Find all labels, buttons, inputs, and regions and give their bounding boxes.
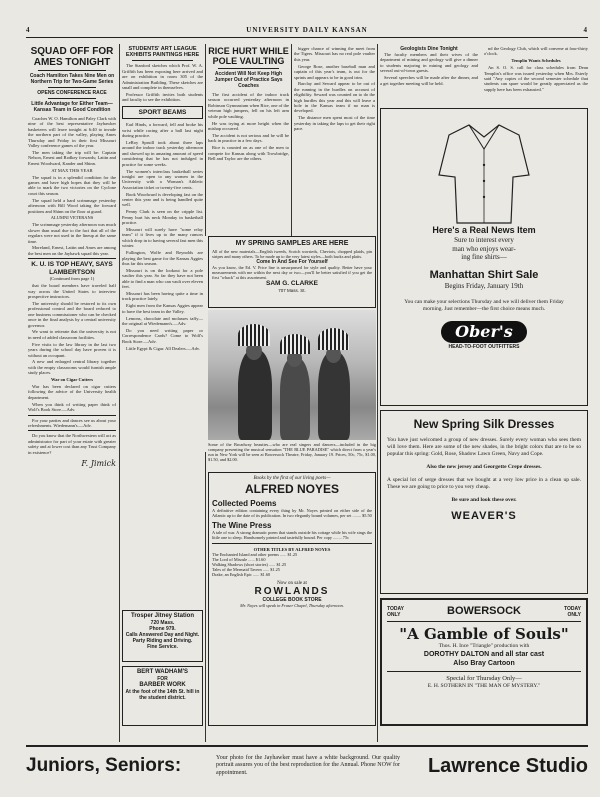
performer-figure bbox=[280, 358, 310, 440]
performers-photo bbox=[208, 310, 376, 440]
article-paragraph: The scrimmage yesterday afternoon was much slower than usual due to the fact that all of the regulars were not used in the lineup at the same time. bbox=[28, 222, 116, 244]
article-paragraph: The first accident of the indoor track season occurred yesterday afternoon in Robinson Gymnasium when Rice, one of the veteran high jumpers, fell on his left arm while pole vaulting. bbox=[208, 92, 289, 119]
today-only-right: TODAY ONLY bbox=[564, 605, 581, 618]
masthead bbox=[26, 22, 588, 38]
article-paragraph: The accident is not serious and he will be back in practice in a few days. bbox=[208, 132, 289, 144]
article-paragraph: The squad is in a splendid condition for the games and have high hopes that they will be able to mark the two victories on the Cyclone court this season. bbox=[28, 174, 116, 196]
article-paragraph: that the board members have traveled half way across the United States to interview prospective instructors. bbox=[28, 283, 116, 299]
ad-body: All of the new materials—English tweeds, Scotch worsteds, Cheviots, chopped plaids, pin stripes and many others. To be made up to the very latest styles—both backs and plaits. bbox=[212, 249, 372, 259]
article-paragraph: Fullington, Wolfe and Reynolds are playing the best game for the Kansas Aggies thus far this season. bbox=[122, 250, 203, 266]
performer-figure bbox=[318, 352, 350, 440]
store-subtitle: COLLEGE BOOK STORE bbox=[262, 597, 322, 603]
special-line: Special for Thursday Only— bbox=[446, 675, 522, 682]
article-paragraph: Barclay and Seward appear to be out of the running in the hurdles on account of eligibility. Seward was counted on to do the high hurdles this year and this will leave a hole in the Kansas team if no man is developed. bbox=[294, 81, 375, 114]
ad-body: Also the new jersey and Georgette Crepe dresses. bbox=[426, 464, 542, 470]
ad-line: FOR bbox=[157, 676, 168, 682]
article-paragraph: The Stanford sketches which Prof. W. A. Griffith has been exposing here arrived and are on exhibition in room 305 of the Administration Building. These sketches are small and complete in themselves. bbox=[122, 63, 203, 91]
ad-address: 707 Mass. St. bbox=[278, 287, 306, 293]
article-paragraph: Missouri is on the lookout for a pole vaulter this year. So far they have not been able to find a man who can vault over eleven feet. bbox=[122, 267, 203, 290]
title-row: The Lord of Misrule ...... $1.60 bbox=[212, 557, 266, 562]
article-subhead: ALUMNI VETERANS bbox=[50, 215, 94, 221]
continued-note: (Continued from page 1) bbox=[49, 276, 95, 282]
article-deck: Little Advantage for Either Team—Kansas Team in Good Condition bbox=[31, 101, 113, 113]
article-paragraph: nd the Geology Club, which will convene at four-thirty o'clock. bbox=[484, 46, 588, 57]
article-headline: Geologists Dine Tonight bbox=[400, 46, 458, 52]
ad-line: Party Riding and Driving. bbox=[132, 638, 193, 644]
ad-body: Be sure and look these over. bbox=[451, 497, 517, 503]
column-rule bbox=[205, 44, 206, 236]
book-title: Collected Poems bbox=[212, 499, 277, 508]
film-title: "A Gamble of Souls" bbox=[399, 625, 569, 643]
book-description: A definitive edition containing every thing by Mr. Noyes printed on either side of the Atlantic up to the date of its publication. In two elegantly bound volumes, per set ........ $5.50 bbox=[212, 508, 372, 518]
book-description: A tale of war. A strong dramatic poem that stands outside his cottage while his wife sings the little one to sleep. Handsomely printed and tastefully bound. Per copy ........ 75c bbox=[212, 530, 372, 540]
article-paragraph: We want to reiterate that the university is not in need of added classroom facilities. bbox=[28, 329, 116, 340]
handwritten-signature: F. Jimick bbox=[81, 459, 116, 469]
advertisement-line: When you think of writing paper think of Wolf's Book Store.—Adv. bbox=[28, 401, 116, 413]
article-headline: STUDENTS' ART LEAGUE EXHIBITS PAINTINGS HERE bbox=[125, 46, 200, 59]
obers-logo bbox=[387, 321, 581, 350]
headdress bbox=[238, 324, 270, 346]
article-headline: K. U. IS TOP HEAVY, SAYS LAMBERTSON bbox=[31, 261, 113, 276]
article-paragraph: The faculty members and their wives of the department of mining and geology will give a dinner to students majoring in mining and geology and several out-of-town guests. bbox=[380, 52, 478, 74]
column-1 bbox=[28, 46, 116, 740]
ad-headline: New Spring Silk Dresses bbox=[413, 417, 555, 431]
footer-left-heading: Juniors, Seniors: bbox=[26, 755, 182, 776]
footer-middle-text: Your photo for the Jayhawker must have a white background. Our quality portrait assures you of the best reproduction for the Annual. Phone NOW for appointment. bbox=[216, 754, 401, 776]
sale-date: Begins Friday, January 19th bbox=[444, 281, 524, 290]
ad-body: As you know, the Ed. V. Price line is unsurpassed for style and quality. Better have your measurements with me within the next day or two—you'll be better satisfied if you get the first "whack" at this assortment. bbox=[212, 265, 372, 280]
column-3 bbox=[208, 46, 289, 234]
article-paragraph: Coaches W. O. Hamilton and Paley Clark with nine of the best representative Jayhawker basketeers will leave tonight at 6:40 to invade the northern part of the valley, playing Ames Thursday and Friday in their first Missouri Valley conference games of the year. bbox=[28, 116, 116, 149]
article-paragraph: Penny Clark is seen on the cripple list. Penny hurt his neck Monday in basketball practice. bbox=[122, 209, 203, 226]
article-paragraph: Five visits to the law library in the last two years during the school day have proven it is without an occupant. bbox=[28, 341, 116, 358]
spring-samples-ad bbox=[208, 236, 376, 308]
article-headline: RICE HURT WHILE POLE VAULTING bbox=[208, 46, 289, 66]
article-paragraph: The university should be restored to its own professional control and the board reduced to one business commissioner who can be checked once in the final analysis by a central university governor. bbox=[28, 300, 116, 328]
performer-figure bbox=[238, 350, 272, 440]
article-paragraph: The women's interclass basketball series tonight are open to any women in the University with a Woman's Athletic Association ticket or twenty-five cents. bbox=[122, 168, 203, 190]
ad-line: Phone 979. bbox=[149, 626, 176, 632]
today-only-left: TODAY ONLY bbox=[387, 605, 404, 618]
article-deck: OPENS CONFERENCE RACE bbox=[37, 90, 107, 96]
footer-right-heading: Lawrence Studio bbox=[427, 754, 588, 777]
store-name: ROWLANDS bbox=[254, 586, 330, 597]
barber-ad bbox=[122, 666, 203, 726]
ad-headline: MY SPRING SAMPLES ARE HERE bbox=[235, 240, 349, 247]
ad-headline: BERT WADHAM'S bbox=[136, 669, 189, 675]
article-paragraph: George Rose, another baseball man and captain of this year's team, is out for the sprints and appears to be in good trim. bbox=[294, 63, 375, 80]
film-extra: Also Bray Cartoon bbox=[453, 660, 515, 667]
article-paragraph: The distance men spent most of the time yesterday in taking the laps to get their right pace. bbox=[294, 115, 375, 132]
article-paragraph: An S. O. S. call for class schedules from Dean Templin's office was issued yesterday when Mrs. Esterly said "Any copies of the second semester schedule that students can spare would be greatly appreciated as the supply here has been exhausted." bbox=[484, 65, 588, 92]
titles-header: OTHER TITLES BY ALFRED NOYES bbox=[253, 547, 331, 552]
title-row: Tales of the Mermaid Tavern ...... $1.25 bbox=[212, 567, 280, 572]
book-title: The Wine Press bbox=[212, 521, 272, 530]
shirt-drawing bbox=[387, 115, 581, 225]
article-paragraph: The men taking the trip will be: Captain Nelson, Ernest and Rodkey forwards; Lattin and Ernest Woodward, Kander and Shinn. bbox=[28, 149, 116, 166]
caption-text: Some of the Broadway beauties—who are real singers and dancers—included in the big company presenting the musical sensation "THE BLUE PARADISE" which direct from a year's run in New York will be seen at Bowersock Theatre, Friday, January 19. Prices, 50c, 75c, $1.00, $1.50, and $2.00. bbox=[208, 442, 376, 462]
ad-line: 720 Mass. bbox=[150, 620, 175, 626]
article-subhead: Templin Wants Schedules bbox=[511, 58, 561, 64]
article-paragraph: Professor Griffith invites both students and faculty to see the exhibition. bbox=[122, 91, 203, 103]
article-paragraph: bigger chance of winning the meet from the Tigers. Missouri has no real pole vaulter this year. bbox=[294, 46, 375, 62]
article-subhead: War on Cigar Cutters bbox=[51, 377, 93, 383]
advertisement-line: Little Egypt & Cigar. All Dealers.—Adv. bbox=[126, 345, 200, 351]
manhattan-shirt-ad bbox=[380, 108, 588, 406]
special-film: E. H. SOTHERN IN "THE MAN OF MYSTERY." bbox=[427, 683, 541, 689]
advertisement-line: Do you know that the Northwestern will act as administrator for part of your estate with greater safety and at lower cost than any Trust Company in existence? bbox=[28, 433, 116, 455]
headdress bbox=[280, 334, 310, 354]
column-2 bbox=[122, 46, 203, 450]
article-paragraph: He was trying at more height when the mishap occurred. bbox=[208, 120, 289, 131]
lawrence-studio-ad bbox=[26, 745, 588, 785]
ad-body: You can make your selections Thursday and we will deliver them Friday morning. Just remember—the first choice means much. bbox=[404, 298, 564, 312]
article-paragraph: Earl Hinds, a forward, fell and broke his wrist while racing after a ball last night during practice. bbox=[122, 122, 203, 139]
article-paragraph: LeRoy Spruill took about three laps around the indoor track yesterday afternoon and showed up in amazing amount of speed considering that he has not indulged in practice for some weeks. bbox=[122, 139, 203, 167]
shirt-illustration bbox=[387, 115, 581, 225]
sale-line: Now on sale at bbox=[277, 581, 307, 586]
title-row: Drake, an English Epic ...... $1.60 bbox=[212, 572, 271, 577]
article-paragraph: Rice is counted on as one of the men to compete for Kansas along with Trowbridge, Bell and Taylor are the others. bbox=[208, 145, 289, 161]
theatre-name: BOWERSOCK bbox=[447, 605, 521, 617]
ad-headline: Trosper Jitney Station bbox=[130, 613, 194, 619]
section-header: SPORT BEAMS bbox=[138, 108, 187, 116]
ad-body: A special lot of serge dresses that we bought at a very low price in a clean up sale. These we are going to price to you very cheap. bbox=[387, 477, 581, 490]
titles-list bbox=[212, 552, 372, 577]
ad-line: Sure to interest every bbox=[454, 236, 514, 244]
column-rule bbox=[205, 452, 206, 742]
ad-subhead: Come In And See For Yourself bbox=[256, 259, 328, 265]
article-paragraph: Missouri will surely have "some relay team" if it lives up to the many rumors which drop in to having several fast men this winter. bbox=[122, 227, 203, 249]
silk-dresses-ad bbox=[380, 410, 588, 594]
column-rule bbox=[377, 44, 378, 742]
ad-line: Calls Answered Day and Night. bbox=[125, 632, 200, 638]
ad-line: BARBER WORK bbox=[139, 682, 186, 688]
ad-top-line: Books by the first of our living poets— bbox=[253, 476, 331, 481]
advertisement-line: Lemons, chocolate and molasses taffy—the original at Wiedemann's.—Adv. bbox=[122, 315, 203, 327]
masthead-rule bbox=[26, 37, 588, 38]
column-rule bbox=[119, 44, 120, 742]
logo-subtitle: HEAD-TO-FOOT OUTFITTERS bbox=[448, 343, 520, 350]
ad-line: ing fine shirts— bbox=[461, 253, 507, 261]
logo-text: Ober's bbox=[441, 321, 527, 343]
title-row: The Enchanted Island and other poems ...... $1.25 bbox=[212, 552, 298, 557]
ad-line: Fine Service. bbox=[147, 644, 178, 650]
article-paragraph: A new and enlarged central library together with the empty classrooms would furnish ample study places. bbox=[28, 359, 116, 376]
advertisement-line: For your parties and dances see us about your refreshments. Wiedemann's.—Adv. bbox=[28, 417, 116, 428]
author-name: ALFRED NOYES bbox=[244, 482, 339, 496]
ad-headline: Here's a Real News Item bbox=[432, 225, 536, 235]
store-note: Mr. Noyes will speak in Fraser Chapel, Thursday afternoon. bbox=[240, 603, 344, 608]
film-star: DOROTHY DALTON and all star cast bbox=[423, 651, 545, 658]
page-number-left: 4 bbox=[26, 26, 31, 34]
column-5 bbox=[380, 46, 478, 104]
store-name: WEAVER'S bbox=[451, 510, 517, 522]
ad-name: SAM G. CLARKE bbox=[266, 280, 318, 287]
article-paragraph: Eight men from the Kansas Aggies appear to have the best team in the Valley. bbox=[122, 303, 203, 314]
article-paragraph: Several speeches will be made after the dinner, and a get together meeting will be held. bbox=[380, 75, 478, 86]
ad-body: You have just welcomed a group of new dresses. Surely every woman who sees them will love them. Here are some of the new shades, in the bright colors that are to be so popular this spring: Gold, Rose, Shadow Lawn Green, Navy and Cope. bbox=[387, 437, 581, 457]
ad-line: At the foot of the 14th St. hill in the student district. bbox=[125, 689, 200, 701]
film-production: Thos. H. Ince "Triangle" production with bbox=[438, 643, 530, 649]
jitney-ad bbox=[122, 610, 203, 662]
page-number-right: 4 bbox=[583, 26, 588, 34]
article-deck: Accident Will Not Keep High Jumper Out of Practice Says Coaches bbox=[214, 71, 283, 89]
advertisement-line: Do you need writing paper or Correspondence Cards? Come to Wolf's Book Store.—Adv. bbox=[122, 327, 203, 344]
article-paragraph: War has been declared on cigar cutters following the advice of the University health department. bbox=[28, 384, 116, 400]
article-paragraph: Missouri has been having quite a time in track practice lately. bbox=[122, 291, 203, 302]
column-rule bbox=[291, 44, 292, 236]
title-row: Walking Shadows (short stories) ...... $1.25 bbox=[212, 562, 287, 567]
column-6 bbox=[484, 46, 588, 104]
bowersock-theatre-ad bbox=[380, 598, 588, 726]
headdress bbox=[318, 328, 349, 350]
article-paragraph: Moreland, Ernest, Lattin and Ames are among the best men on the Jayhawk squad this year. bbox=[28, 245, 116, 256]
photo-caption bbox=[208, 442, 376, 468]
article-headline: SQUAD OFF FOR AMES TONIGHT bbox=[30, 46, 114, 68]
ad-line: man who enjoys wear- bbox=[452, 244, 516, 253]
article-paragraph: Book Woodward is developing fast on the center this year and is being handled quite well. bbox=[122, 191, 203, 208]
masthead-title: UNIVERSITY DAILY KANSAN bbox=[246, 26, 368, 34]
article-paragraph: The squad held a hard scrimmage yesterday afternoon with Bill Wood taking the forward positions and Shinn on the floor at guard. bbox=[28, 197, 116, 214]
noyes-books-ad bbox=[208, 472, 376, 726]
sale-title: Manhattan Shirt Sale bbox=[429, 268, 539, 281]
article-subhead: AT MAX THIS YEAR bbox=[51, 167, 93, 173]
column-4 bbox=[294, 46, 375, 234]
article-deck: Coach Hamilton Takes Nine Men on Northern Trip for Two-Game Series bbox=[29, 73, 115, 85]
